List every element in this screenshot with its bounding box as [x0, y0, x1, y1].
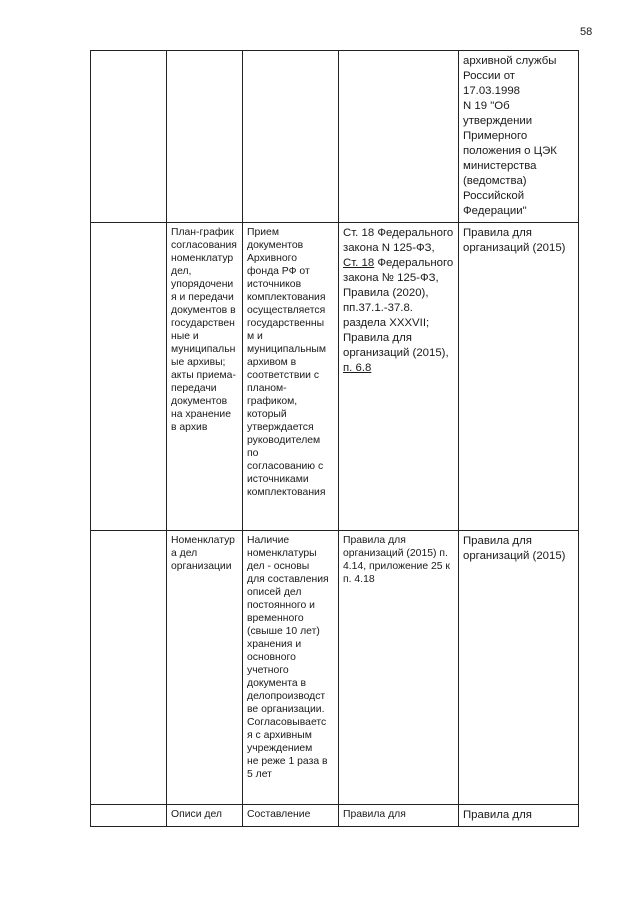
table-cell [91, 531, 167, 805]
table-cell: Описи дел [167, 805, 243, 827]
table-cell [91, 223, 167, 531]
table-row [91, 531, 579, 805]
table-cell: Номенклатур а дел организации [167, 531, 243, 805]
table-cell: Правила для организаций (2015) [459, 531, 579, 805]
table-cell: Правила для [459, 805, 579, 827]
table-cell: Наличие номенклатуры дел - основы для составления описей дел постоянного и временного (свыше 10 лет) хранения и основного учетного документа в делопроизводст ве организации. Согласовываетс я с архивным учреждением не реже 1 раза в 5 лет [243, 531, 339, 805]
table-cell: архивной службы России от 17.03.1998 N 19 "Об утверждении Примерного положения о ЦЭК министерства (ведомства) Российской Федерации" [459, 51, 579, 223]
table-cell: Прием документов Архивного фонда РФ от источников комплектования осуществляется государственны м и муниципальным архивом в соответствии с планом- графиком, который утверждается руководителем по согласованию с источниками комплектования [243, 223, 339, 531]
table-row [91, 51, 579, 223]
table-cell: План-график согласования номенклатур дел, упорядочени я и передачи документов в государствен ные и муниципальн ые архивы; акты приема- передачи документов на хранение в архив [167, 223, 243, 531]
legal-reference-text: Федерального закона № 125-ФЗ, Правила (2020), пп.37.1.-37.8. раздела XXXVII; Правила для организаций (2015), [343, 257, 454, 359]
table-cell: Правила для организаций (2015) п. 4.14, приложение 25 к п. 4.18 [339, 531, 459, 805]
table-cell [339, 51, 459, 223]
table-cell [243, 51, 339, 223]
table-cell [339, 223, 459, 531]
document-table [90, 50, 579, 827]
page-number: 58 [580, 26, 593, 38]
table-row [91, 805, 579, 827]
legal-reference-text: Ст. 18 Федерального закона N 125-ФЗ, [343, 227, 454, 254]
table-cell [167, 51, 243, 223]
table-cell [91, 51, 167, 223]
table-cell: Правила для организаций (2015) [459, 223, 579, 531]
table-cell: Составление [243, 805, 339, 827]
table-row [91, 223, 579, 531]
table-cell: Правила для [339, 805, 459, 827]
legal-reference-link[interactable]: Ст. 18 [343, 257, 375, 269]
table-cell [91, 805, 167, 827]
legal-reference-link[interactable]: п. 6.8 [343, 362, 372, 374]
